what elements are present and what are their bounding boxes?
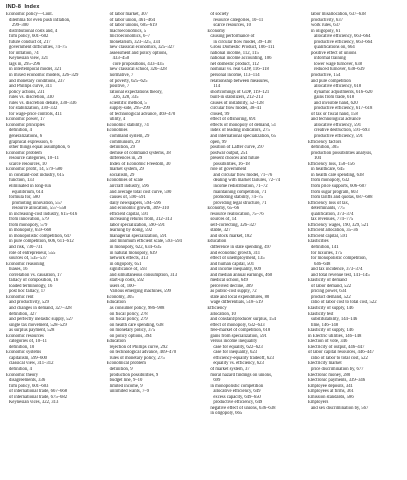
index-heading: Efficiency wages, 190, 329, 521 bbox=[307, 222, 369, 228]
index-heading: Emission standards, 586 bbox=[307, 394, 354, 400]
index-subentry: allocation, 10 bbox=[210, 311, 236, 317]
index-subentry: positive effect of unions bbox=[310, 50, 357, 56]
index-subentry: of tax or fiscal hand, 158 bbox=[310, 111, 358, 117]
index-subentry: medical school, 649 bbox=[210, 278, 248, 284]
index-subentry: in monopoly, 659–660 bbox=[9, 228, 52, 234]
index-subentry: on technological advance, 469–470 bbox=[109, 350, 177, 356]
index-subentry: and average total cost curve, 590 bbox=[109, 189, 172, 195]
index-heading: Efficient capital, 591 bbox=[307, 233, 348, 239]
index-subentry: on fiscal policy, 278 bbox=[109, 311, 148, 317]
index-subentry: resource categories, 10–11 bbox=[9, 156, 59, 162]
index-subentry: nominal vs. real GDP, 116–118 bbox=[210, 67, 269, 73]
index-subentry: 646–648 bbox=[313, 261, 331, 267]
index-subentry: sources of, 14 bbox=[210, 217, 237, 223]
index-heading: Economies bbox=[106, 128, 128, 134]
index-subentry: in intertemporal model, 321 bbox=[9, 67, 62, 73]
index-subentry: demise of command systems, 38 bbox=[109, 150, 171, 156]
index-subentry: case for equality, 622–623 bbox=[213, 344, 263, 350]
index-heading: Economies of scale bbox=[106, 178, 144, 184]
index-subentry: from sugar program, 603 bbox=[310, 189, 358, 195]
index-subentry: significance of, 593 bbox=[109, 267, 147, 273]
index-subentry: definition, 10 bbox=[9, 344, 35, 350]
index-subentry: from price supports, 606–607 bbox=[310, 183, 367, 189]
index-heading: Economic principles bbox=[6, 122, 45, 128]
index-subentry: single tax movement, 528–529 bbox=[9, 322, 67, 328]
index-heading: in Electric utilities, 146–148 bbox=[307, 333, 362, 339]
index-subentry: ratio of labor to total cost, 522 bbox=[310, 355, 368, 361]
index-subentry: and human capital, 501 bbox=[210, 261, 255, 267]
index-subentry: allocative efficiency, 591 bbox=[313, 122, 362, 128]
index-subentry: perceived decline, 309 bbox=[210, 283, 253, 289]
index-heading: Efficient allocation, 35–36 bbox=[307, 228, 358, 234]
index-subentry: difference in state spending, 497 bbox=[210, 244, 272, 250]
index-subentry: and changes in demand, 327–328 bbox=[9, 305, 72, 311]
index-subentry: productive efficiency, 617–618 bbox=[313, 106, 373, 112]
index-heading: Economy bbox=[207, 28, 226, 34]
index-subentry: and pure competition bbox=[310, 78, 351, 84]
index-subentry: lower wage turnover, 638 bbox=[313, 61, 362, 67]
index-subentry: scientific method, 5 bbox=[109, 100, 147, 106]
index-subentry: equality vs. efficiency, 623 bbox=[213, 361, 264, 367]
index-subentry: in health care spending, 638 bbox=[310, 172, 364, 178]
index-subentry: substitutability, 144–146 bbox=[310, 317, 358, 323]
index-subentry: of international trade, 667–668 bbox=[9, 389, 68, 395]
index-subentry: informal training bbox=[313, 56, 346, 62]
index-heading: Employee deposits, 341 bbox=[307, 383, 353, 389]
index-subentry: effect of unemployment, 135 bbox=[210, 256, 265, 262]
index-subentry: in healthcare, 645 bbox=[310, 167, 345, 173]
index-subentry: from tariffs and quotas, 687–688 bbox=[310, 195, 373, 201]
index-subentry: labor misallocation, 637–638 bbox=[310, 12, 366, 17]
index-subentry: limited income, 9 bbox=[109, 383, 143, 389]
index-subentry: present choices and future bbox=[210, 156, 260, 162]
index-subentry: increasing returns from, 312–313 bbox=[109, 217, 173, 223]
index-subentry: normative, 7 bbox=[109, 73, 134, 79]
index-subentry: distributional costs and, 4 bbox=[9, 28, 58, 34]
index-subentry: rational expectations theory, bbox=[109, 89, 163, 95]
index-subentry: and international specialization, 65 bbox=[210, 134, 276, 140]
index-subentry: firm policy, 601–603 bbox=[9, 383, 49, 389]
index-subentry: 699 bbox=[213, 378, 221, 384]
index-subentry: resource reallocation, 75–76 bbox=[210, 211, 264, 217]
index-subentry: resource allocation, 557–558 bbox=[12, 206, 67, 212]
index-subentry: production possibilities, 9 bbox=[109, 372, 159, 378]
index-subentry: for inflation, 74 bbox=[9, 50, 39, 56]
index-subentry: efficiency-equality tradeoff, 623 bbox=[213, 355, 274, 361]
index-subentry: position of Laffer curve, 297 bbox=[210, 145, 265, 151]
index-subentry: and invisible hand, 620 bbox=[313, 100, 358, 106]
index-subentry: open, 99 bbox=[210, 139, 227, 145]
index-subentry: rejection of Phillips curve, 292 bbox=[109, 344, 168, 350]
index-subentry: and perfectly inelastic supply, 527 bbox=[9, 317, 74, 323]
index-subentry: pricing power, 634 bbox=[310, 289, 347, 295]
index-subentry: maintaining competition, 71 bbox=[213, 189, 267, 195]
index-subentry: definition, 4 bbox=[9, 128, 32, 134]
index-heading: Efficiency bbox=[207, 305, 227, 311]
index-subentry: self-correcting, 326–327 bbox=[210, 222, 257, 228]
index-heading: Election of vote, 346 bbox=[307, 339, 348, 345]
index-subentry: and sex discrimination by, 567 bbox=[310, 405, 369, 411]
index-subentry: new classical school, 326–328 bbox=[109, 67, 167, 73]
index-subentry: fallacy of composition, 16 bbox=[9, 278, 59, 284]
index-subentry: policy actions, 231 bbox=[9, 89, 45, 95]
index-heading: Economic stability, 74 bbox=[106, 122, 149, 128]
index-subentry: resource categories, 10–11 bbox=[213, 17, 264, 23]
index-subentry: rules of monetary policy, 275 bbox=[109, 355, 165, 361]
index-subentry: of poverty, 625–625 bbox=[109, 78, 148, 84]
index-subentry: possibilities, 16–18 bbox=[213, 161, 250, 167]
index-subentry: qualification, 373–374 bbox=[310, 211, 354, 217]
index-subentry: utility, 4 bbox=[109, 117, 126, 123]
index-subentry: definition, 29 bbox=[109, 145, 135, 151]
index-subentry: in monopolistic competition, 647 bbox=[9, 233, 72, 239]
index-heading: Efficiency loss, 150–156 bbox=[307, 161, 355, 167]
index-subentry: of labor demand, 522 bbox=[310, 283, 352, 289]
index-subentry: on policy options, 394 bbox=[109, 333, 152, 339]
index-subentry: correlation vs. causation, 17 bbox=[9, 272, 62, 278]
index-subentry: productive, 154 bbox=[310, 73, 341, 79]
index-subentry: managerial specialization, 591 bbox=[109, 233, 167, 239]
index-subentry: time, 146–148 bbox=[310, 322, 339, 328]
index-subentry: and circular flow model, 71–76 bbox=[213, 172, 273, 178]
index-subentry: ratio of labor cost to total cost, 522 bbox=[310, 300, 377, 306]
running-head bbox=[6, 4, 40, 10]
index-subentry: creative destruction, 591–693 bbox=[313, 128, 370, 134]
index-subentry: positive, 7 bbox=[109, 84, 130, 90]
index-subentry: market system, 29 bbox=[109, 167, 144, 173]
index-subentry: capitalism, 599–600 bbox=[9, 355, 48, 361]
index-heading: Elasticity of supply, 146 bbox=[307, 328, 354, 334]
index-subentry: product demand, 522 bbox=[310, 294, 351, 300]
index-subentry: national income accounting, 106 bbox=[210, 56, 272, 62]
index-heading: Efficiency loss of tax, bbox=[307, 200, 350, 206]
index-subentry: 104 bbox=[313, 156, 321, 162]
index-columns bbox=[6, 12, 404, 478]
index-subentry: equilibrium, 614 bbox=[12, 189, 44, 195]
index-subentry: causing performance of bbox=[210, 34, 255, 40]
index-heading: Economic policy—Cont. bbox=[6, 12, 53, 17]
index-subentry: role of government bbox=[210, 167, 247, 173]
index-subentry: macroeconomics, 5 bbox=[109, 28, 147, 34]
index-subentry: as consumer policy, 986–988 bbox=[109, 305, 165, 311]
index-subentry: in pure competition, 606, 611–612 bbox=[9, 239, 74, 245]
index-subentry: net domestic product, 112 bbox=[210, 61, 259, 67]
index-subentry: of international trade, 675–682 bbox=[9, 394, 68, 400]
index-subentry: causes of, 590–591 bbox=[109, 195, 146, 201]
index-subentry: definition, 4 bbox=[9, 367, 32, 372]
index-subentry: learning by doing, 592 bbox=[109, 228, 153, 234]
index-subentry: qualifications on, 664 bbox=[313, 45, 355, 51]
index-subentry: and technological advance bbox=[310, 117, 361, 123]
index-subentry: from innovation, 579 bbox=[9, 217, 49, 223]
index-subentry: Keynesian view, 321 bbox=[9, 56, 49, 62]
index-heading: Economic systems bbox=[6, 350, 42, 356]
index-subentry: Keynesian vices, 322, 313 bbox=[9, 400, 59, 406]
section-title: Index bbox=[24, 4, 40, 10]
index-subentry: negative effect of unions, 636–638 bbox=[210, 405, 276, 411]
index-subentry: of technological advance, 469–470 bbox=[109, 111, 176, 117]
index-subentry: on health care spending, 638 bbox=[109, 322, 164, 328]
index-subentry: as surplus payment, 528 bbox=[9, 328, 55, 334]
index-subentry: in oligopoly, 61 bbox=[310, 28, 341, 34]
index-subentry: for monopolistic competition, bbox=[310, 256, 367, 262]
index-heading: Economy, 305 bbox=[106, 294, 134, 300]
index-heading: Employees at firms, 361 bbox=[307, 389, 354, 395]
index-subentry: and simultaneous consumption, 313 bbox=[109, 272, 178, 278]
index-subentry: circular flow model, 38–41 bbox=[210, 106, 262, 112]
index-subentry: 114 bbox=[213, 84, 221, 90]
index-subentry: excess capacity, 649–650 bbox=[213, 394, 261, 400]
index-subentry: in circular flow model, 39–138 bbox=[213, 39, 272, 45]
index-heading: Economic profit, 14, 579–580 bbox=[6, 167, 63, 173]
index-subentry: and productivity, 529 bbox=[9, 300, 49, 306]
index-subentry: as public-cost supply, 72 bbox=[210, 289, 257, 295]
index-subentry: future conduct of, 217 bbox=[9, 39, 51, 45]
index-subentry: loaded terminology, 16 bbox=[9, 283, 53, 289]
index-subentry: classical view, 311–312 bbox=[9, 361, 54, 367]
index-subentry: categories of, 10–11 bbox=[9, 339, 47, 345]
index-subentry: function, 133 bbox=[9, 178, 34, 184]
index-heading: Electronic payments, 339–346 bbox=[307, 378, 366, 384]
index-subentry: and median annual earnings, 460 bbox=[210, 272, 273, 278]
index-subentry: price discrimination by, 677 bbox=[310, 367, 364, 372]
index-subentry: assessment and policy options, bbox=[109, 50, 168, 56]
index-subentry: gains from specialization, 591 bbox=[210, 333, 267, 339]
index-subentry: of labor market, 307 bbox=[109, 12, 148, 17]
index-subentry: Various emerging machines, 599 bbox=[109, 289, 172, 295]
index-subentry: determinants, 775 bbox=[310, 206, 345, 212]
index-subentry: definition, 9 bbox=[109, 367, 133, 372]
index-subentry: and stock market, 182 bbox=[210, 233, 252, 239]
index-subentry: in oligopoly, 665 bbox=[210, 411, 243, 417]
index-subentry: promoting innovation, 557 bbox=[12, 200, 63, 206]
index-subentry: scarce resources, 10 bbox=[213, 23, 251, 29]
index-heading: Elasticity of supply, 146 bbox=[307, 305, 354, 311]
index-subentry: from monopoly, 632 bbox=[310, 178, 350, 184]
index-subentry: start-up costs, 592 bbox=[109, 278, 144, 284]
index-heading: Economic resources bbox=[6, 333, 44, 339]
index-heading: Economic theory bbox=[6, 372, 39, 378]
index-column-2 bbox=[107, 12, 203, 478]
index-subentry: 299–300 bbox=[12, 23, 29, 29]
index-subentry: state and local expenditures, 80 bbox=[210, 294, 270, 300]
index-heading: Elasticity of demand bbox=[307, 278, 347, 284]
index-subentry: users of, 100– bbox=[109, 283, 137, 289]
index-subentry: dealing with market failures, 72–74 bbox=[213, 178, 281, 184]
index-subentry: of society bbox=[210, 12, 229, 17]
index-subentry: and risk, 730–731 bbox=[9, 244, 43, 250]
index-column-3 bbox=[207, 12, 303, 478]
index-subentry: and minimum efficient scale, 593–594 bbox=[109, 239, 182, 245]
index-subentry: Index of Economic Freedom, 30 bbox=[109, 161, 171, 167]
index-subentry: scarce resources, 10 bbox=[9, 161, 47, 167]
index-heading: Economical problem bbox=[106, 361, 146, 367]
index-subentry: budget line, 9–10 bbox=[109, 378, 143, 384]
index-heading: Elasticities bbox=[307, 239, 329, 245]
index-heading: Employers bbox=[307, 400, 329, 406]
index-subentry: communism, 29 bbox=[109, 139, 140, 145]
index-subentry: and income inequality, 609 bbox=[210, 267, 262, 273]
index-heading: Electricity market bbox=[307, 361, 342, 367]
index-subentry: tax revenues, 774–775 bbox=[310, 217, 354, 223]
index-subentry: moral hazard findings on unions, bbox=[210, 372, 273, 378]
index-heading: Electronic money, 280 bbox=[307, 372, 351, 378]
index-subentry: dilemma for even push inflation, bbox=[9, 17, 71, 23]
index-heading: Economic reasoning bbox=[6, 261, 45, 267]
index-subentry: generalizations, 6 bbox=[9, 134, 43, 140]
index-subentry: income redistribution, 71–72 bbox=[213, 183, 268, 189]
index-subentry: 433–450 bbox=[112, 56, 130, 62]
index-subentry: command system, 29 bbox=[109, 134, 150, 140]
index-subentry: allocative efficiency, 649 bbox=[213, 389, 261, 395]
index-subentry: of labor union, 461–464 bbox=[109, 17, 155, 23]
index-subentry: definition, 305 bbox=[310, 145, 339, 151]
index-subentry: index of leading indicators, 275 bbox=[210, 128, 270, 134]
index-subentry: allocative efficiency, 663–664 bbox=[313, 34, 371, 40]
index-subentry: definition, 141 bbox=[310, 244, 339, 250]
index-subentry: in constant-cost industry, 615 bbox=[9, 172, 65, 178]
index-subentry: core propositions, 433–435 bbox=[112, 61, 164, 67]
index-subentry: in oligopoly, 651 bbox=[109, 261, 142, 267]
index-subentry: in mixed economic models, 326–329 bbox=[9, 73, 79, 79]
index-heading: Electricity of output, 446–447 bbox=[307, 344, 365, 350]
index-subentry: reduced turnover, 638–639 bbox=[313, 67, 365, 73]
index-heading: Economic rent bbox=[6, 294, 34, 300]
index-subentry: personal income, 113–114 bbox=[210, 73, 260, 79]
index-subentry: aircraft industry, 596 bbox=[109, 183, 149, 189]
index-subentry: daily newspapers, 594–596 bbox=[109, 200, 161, 206]
index-subentry: monetarism, 323–325, 334 bbox=[109, 39, 160, 45]
index-subentry: and monetary conditions, 237 bbox=[9, 78, 65, 84]
index-subentry: network effects, 313 bbox=[109, 256, 148, 262]
index-subentry: of labor unions, 605–619 bbox=[109, 23, 157, 29]
index-subentry: Gross Domestic Product, 106–111 bbox=[210, 45, 275, 51]
index-subentry: and economic growth, 311 bbox=[210, 250, 261, 256]
index-subentry: postwar output, 251 bbox=[210, 150, 248, 156]
index-heading: Economy, 65–66 bbox=[207, 206, 240, 212]
index-subentry: promoting stability, 74–75 bbox=[213, 195, 263, 201]
index-subentry: supply-side, 295–299 bbox=[109, 106, 151, 112]
index-subentry: biases, 16 bbox=[9, 267, 28, 273]
index-subentry: firm policy, 601–602 bbox=[9, 34, 49, 40]
index-subentry: productivity, 637 bbox=[310, 17, 343, 23]
index-heading: Economic power, 17 bbox=[6, 117, 45, 123]
index-subentry: for wage-price controls, 411 bbox=[9, 111, 62, 117]
index-subentry: effect of offshoring, 691 bbox=[210, 117, 256, 123]
index-subentry: and tax incidence, 373–374 bbox=[310, 267, 363, 273]
index-subentry: and economic growth, 309–310 bbox=[109, 206, 170, 212]
index-subentry: dynamic adjustments, 616–620 bbox=[313, 89, 373, 95]
index-subentry: national income, 112, 115 bbox=[210, 50, 259, 56]
index-column-1 bbox=[6, 12, 102, 478]
index-subentry: in natural monopoly, 639 bbox=[109, 250, 157, 256]
index-subentry: efficient capital, 591 bbox=[109, 211, 149, 217]
index-subentry: 326, 328, 335 bbox=[112, 95, 139, 101]
index-subentry: and Phillips curve, 311 bbox=[9, 84, 53, 90]
index-subentry: effects of monopoly of demand, 51 bbox=[210, 122, 277, 128]
index-subentry: wage differentials, 518–519 bbox=[210, 300, 263, 306]
index-subentry: case for inequality, 623 bbox=[213, 350, 258, 356]
index-subentry: allocative efficiency, 618 bbox=[313, 84, 362, 90]
index-subentry: role of entrepreneur, 555 bbox=[9, 250, 56, 256]
index-subentry: new classical economics, 325–327 bbox=[109, 45, 175, 51]
index-subentry: differences in, 29 bbox=[109, 156, 143, 162]
index-subentry: of market system, 37 bbox=[210, 367, 250, 372]
index-subentry: lags in, 295–296 bbox=[9, 61, 41, 67]
index-subentry: work rules, 637 bbox=[310, 23, 341, 29]
index-heading: Education bbox=[106, 339, 126, 345]
index-subentry: eliminated in long-run bbox=[9, 183, 51, 189]
index-subentry: sources of, 535–537 bbox=[9, 256, 47, 262]
index-subentry: production possibilities analysis, bbox=[310, 150, 373, 156]
index-subentry: government difficulties, 74–75 bbox=[9, 45, 67, 51]
index-subentry: other things equal assumption, 6 bbox=[9, 145, 70, 151]
index-heading: Elasticity test bbox=[307, 311, 334, 317]
index-subentry: effect of monopoly, 632–633 bbox=[210, 322, 265, 328]
index-subentry: for stabilization, 330–332 bbox=[9, 106, 58, 112]
index-subentry: and total revenue test, 141–145 bbox=[310, 272, 370, 278]
index-subentry: rules vs. discretion debate, 330–336 bbox=[9, 100, 77, 106]
index-heading: Education bbox=[106, 300, 126, 306]
index-subentry: in increasing-cost industry, 615–616 bbox=[9, 211, 78, 217]
index-subentry: unlimited wants, 7–9 bbox=[109, 389, 150, 395]
index-subentry: graphical expression, 6 bbox=[9, 139, 53, 145]
index-subentry: in monopolistic competition bbox=[210, 383, 264, 389]
index-subentry: built-in stabilizers, 212–213 bbox=[210, 95, 264, 101]
index-subentry: stable, 327 bbox=[210, 228, 231, 234]
index-subentry: disagreements, 336 bbox=[9, 378, 46, 384]
index-heading: Efficiency factors bbox=[307, 139, 342, 145]
index-subentry: on monetary policy, 375 bbox=[109, 328, 156, 334]
index-subentry: definition, 327 bbox=[9, 311, 37, 317]
index-subentry: productive efficiency, 591 bbox=[313, 134, 363, 140]
index-subentry: gains from trade, 618 bbox=[313, 95, 355, 101]
index-heading: Education bbox=[207, 239, 227, 245]
index-column-4 bbox=[308, 12, 404, 478]
index-subentry: post hoc fallacy, 17 bbox=[9, 289, 46, 295]
index-subentry: shortcomings of GDP, 119–121 bbox=[210, 89, 270, 95]
index-subentry: socialism, 29 bbox=[109, 172, 135, 178]
index-heading: Economic problem bbox=[6, 150, 42, 156]
index-subentry: providing legal structure, 71 bbox=[213, 200, 267, 206]
index-subentry: causes of instability, 52–128 bbox=[210, 100, 264, 106]
index-subentry: in monopoly, 622, 634–635 bbox=[109, 244, 162, 250]
index-subentry: microeconomics, 6–7 bbox=[109, 34, 151, 40]
index-subentry: formula for, 580 bbox=[9, 195, 40, 201]
index-subentry: closed, 99 bbox=[210, 111, 230, 117]
index-subentry: for luxuries, 175 bbox=[310, 250, 343, 256]
index-subentry: productive efficiency, 649 bbox=[213, 400, 263, 406]
index-subentry: relationship between measures, bbox=[210, 78, 270, 84]
index-heading: of labor capital resources, 446–447 bbox=[307, 350, 374, 356]
index-subentry: and constant/producer surplus, 154 bbox=[210, 317, 276, 323]
index-subentry: versus income inequality bbox=[210, 339, 258, 345]
index-subentry: from monopoly, 579 bbox=[9, 222, 48, 228]
index-subentry: free-market of competition, 618 bbox=[210, 328, 271, 334]
index-subentry: rules vs. discretion, 330 bbox=[9, 95, 54, 101]
index-subentry: on fiscal policy, 279 bbox=[109, 317, 148, 323]
index-subentry: productive efficiency, 663–664 bbox=[313, 39, 373, 45]
page-label: IND-8 bbox=[6, 4, 22, 10]
index-subentry: labor specialization, 590–591 bbox=[109, 222, 165, 228]
